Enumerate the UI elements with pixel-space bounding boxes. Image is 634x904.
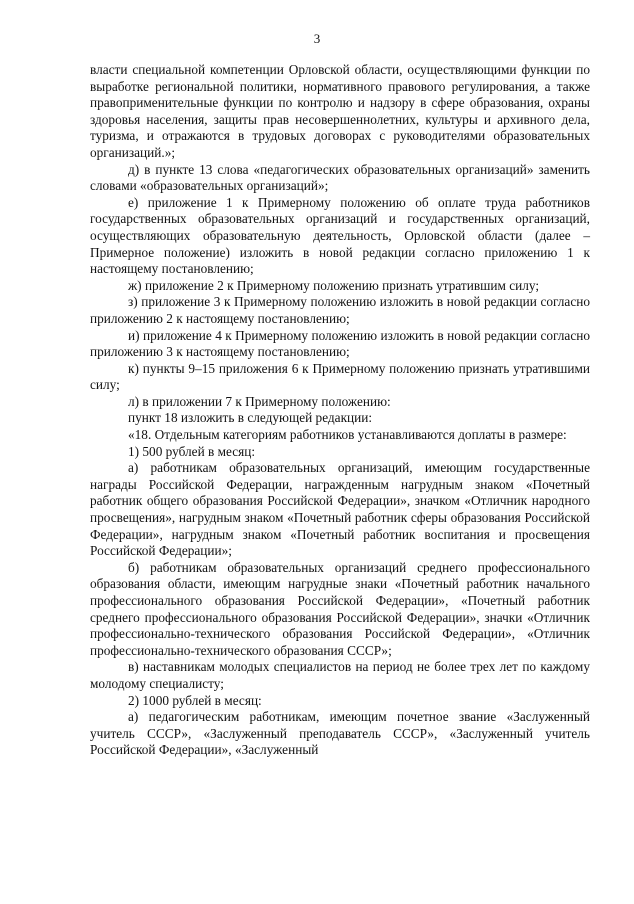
paragraph: б) работникам образовательных организаций среднего профессионального образования области, имеющим нагрудные знаки «Почетный работник начального профессионального образования Российской Федерации», «Почетный работник среднего профессионального образования Российской Федерации», значки «Отличник профессионально-технического образования Российской Федерации», «Отличник профессионально-технического образования СССР»; — [90, 559, 590, 658]
paragraph: л) в приложении 7 к Примерному положению: — [128, 393, 391, 409]
paragraph: з) приложение 3 к Примерному положению изложить в новой редакции согласно приложению 2 к настоящему постановлению; — [90, 294, 590, 326]
paragraph: е) приложение 1 к Примерному положению об оплате труда работников государственных образовательных организаций и государственных организаций, осуществляющих образовательную деятельность, Орловской области (далее – Примерное положение) изложить в новой редакции согласно приложению 1 к настоящему постановлению; — [90, 194, 590, 277]
paragraph: ж) приложение 2 к Примерному положению признать утратившим силу; — [128, 277, 540, 293]
paragraph: д) в пункте 13 слова «педагогических образовательных организаций» заменить словами «образовательных организаций»; — [90, 161, 590, 194]
paragraph: власти специальной компетенции Орловской области, осуществляющими функции по выработке региональной политики, нормативного правового регулирования, а также правоприменительные функции по контролю и надзору в сфере образования, охраны здоровья населения, защиты прав несовершеннолетних, культуры и архивного дела, туризма, и отражаются в трудовых договорах с руководителями образовательных организаций.»; — [90, 62, 590, 160]
paragraph: 1) 500 рублей в месяц: — [128, 443, 256, 459]
document-body — [90, 62, 590, 759]
paragraph: в) наставникам молодых специалистов на период не более трех лет по каждому молодому специалисту; — [90, 659, 590, 691]
paragraph: 2) 1000 рублей в месяц: — [128, 692, 262, 708]
paragraph: а) работникам образовательных организаций, имеющим государственные награды Российской Федерации, награжденным нагрудным знаком «Почетный работник общего образования Российской Федерации», значком «Отличник народного просвещения», нагрудным знаком «Почетный работник сферы образования Российской Федерации», нагрудным знаком «Почетный работник воспитания и просвещения Российской Федерации»; — [90, 460, 590, 559]
paragraph: и) приложение 4 к Примерному положению изложить в новой редакции согласно приложению 3 к настоящему постановлению; — [90, 327, 590, 360]
paragraph: «18. Отдельным категориям работников устанавливаются доплаты в размере: — [128, 427, 567, 443]
paragraph: пункт 18 изложить в следующей редакции: — [128, 410, 373, 426]
page-number: 3 — [313, 31, 321, 46]
paragraph: а) педагогическим работникам, имеющим почетное звание «Заслуженный учитель СССР», «Заслуженный преподаватель СССР», «Заслуженный учитель Российской Федерации», «Заслуженный — [90, 709, 590, 758]
paragraph: к) пункты 9–15 приложения 6 к Примерному положению признать утратившими силу; — [90, 360, 590, 393]
